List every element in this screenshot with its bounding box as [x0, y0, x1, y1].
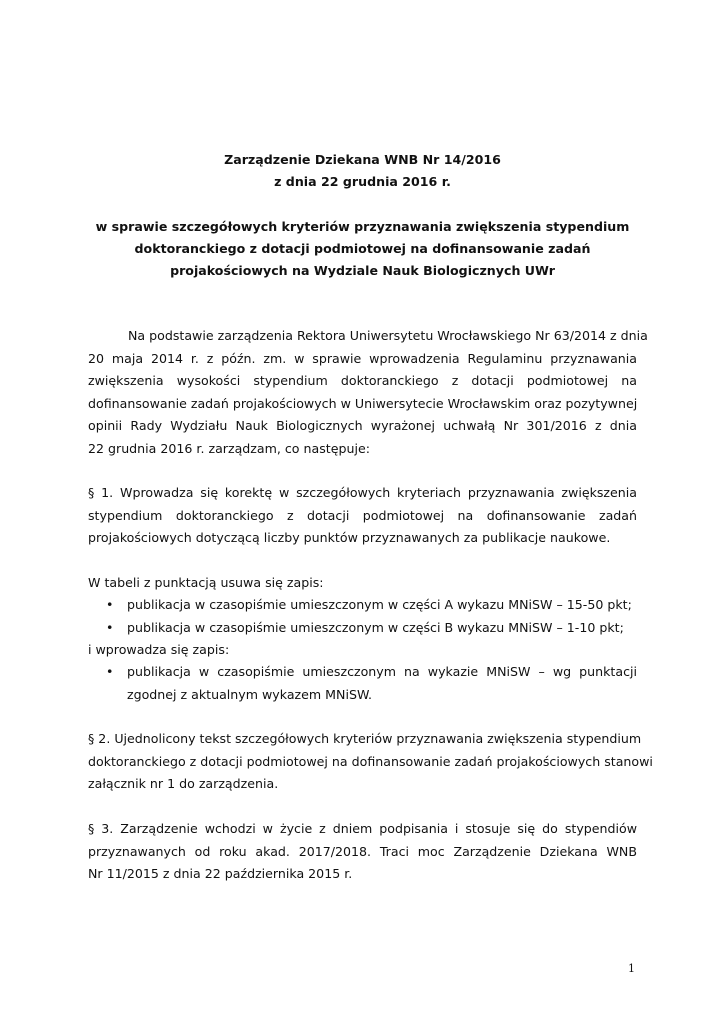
heading-date: z dnia 22 grudnia 2016 r.: [274, 174, 451, 189]
insert-note: [88, 639, 637, 662]
section-2-paragraph: [88, 728, 653, 796]
section-2-line: doktoranckiego z dotacji podmiotowej na dofinansowanie zadań projakościowych stanowi: [88, 753, 653, 769]
section-2-line: załącznik nr 1 do zarządzenia.: [88, 776, 279, 791]
bullet-icon: •: [106, 597, 114, 612]
page-number: 1: [628, 962, 635, 975]
list-item: [88, 594, 637, 617]
list-item-text: publikacja w czasopiśmie umieszczonym w części B wykazu MNiSW – 1-10 pkt;: [127, 619, 624, 635]
intro-line: Na podstawie zarządzenia Rektora Uniwersytetu Wrocławskiego Nr 63/2014 z dnia: [128, 328, 648, 343]
subject-line-3: projakościowych na Wydziale Nauk Biologicznych UWr: [170, 263, 555, 278]
intro-line: dofinansowanie zadań projakościowych w Uniwersytecie Wrocławskim oraz pozytywnej: [88, 395, 638, 411]
document-heading: [88, 149, 637, 193]
document-subject: [88, 216, 637, 282]
section-1-paragraph: [88, 482, 637, 550]
section-1-line: § 1. Wprowadza się korektę w szczegółowych kryteriach przyznawania zwiększenia: [88, 485, 637, 500]
removed-items-list: [88, 594, 637, 639]
intro-line: opinii Rady Wydziału Nauk Biologicznych wyrażonej uchwałą Nr 301/2016 z dnia: [88, 418, 637, 433]
section-3-line: § 3. Zarządzenie wchodzi w życie z dniem podpisania i stosuje się do stypendiów: [88, 821, 637, 836]
section-1-line: projakościowych dotyczącą liczby punktów przyznawanych za publikacje naukowe.: [88, 530, 611, 545]
list-item: [88, 661, 637, 706]
list-item-text: publikacja w czasopiśmie umieszczonym w części A wykazu MNiSW – 15-50 pkt;: [127, 597, 632, 612]
subject-line-1: w sprawie szczegółowych kryteriów przyznawania zwiększenia stypendium: [95, 219, 630, 234]
intro-line: 22 grudnia 2016 r. zarządzam, co następuje:: [88, 440, 370, 456]
list-item-text: publikacja w czasopiśmie umieszczonym na wykazie MNiSW – wg punktacji: [127, 664, 637, 679]
bullet-icon: •: [106, 664, 114, 679]
section-3-paragraph: [88, 818, 637, 886]
intro-line: 20 maja 2014 r. z późn. zm. w sprawie wprowadzenia Regulaminu przyznawania: [88, 350, 637, 366]
intro-paragraph: [88, 325, 648, 460]
heading-title: Zarządzenie Dziekana WNB Nr 14/2016: [224, 152, 501, 167]
table-note: [88, 572, 637, 595]
list-item: [88, 617, 637, 640]
section-1-line: stypendium doktoranckiego z dotacji podmiotowej na dofinansowanie zadań: [88, 507, 637, 523]
intro-line: zwiększenia wysokości stypendium doktoranckiego z dotacji podmiotowej na: [88, 373, 637, 388]
insert-note-text: i wprowadza się zapis:: [88, 642, 230, 657]
bullet-icon: •: [106, 619, 114, 635]
table-note-text: W tabeli z punktacją usuwa się zapis:: [88, 575, 324, 590]
added-items-list: [88, 661, 637, 706]
list-item-text: zgodnej z aktualnym wykazem MNiSW.: [127, 686, 372, 702]
subject-line-2: doktoranckiego z dotacji podmiotowej na dofinansowanie zadań: [134, 241, 591, 256]
section-3-line: przyznawanych od roku akad. 2017/2018. Traci moc Zarządzenie Dziekana WNB: [88, 843, 637, 859]
section-2-line: § 2. Ujednolicony tekst szczegółowych kryteriów przyznawania zwiększenia stypendium: [88, 731, 642, 746]
section-3-line: Nr 11/2015 z dnia 22 października 2015 r.: [88, 866, 353, 881]
